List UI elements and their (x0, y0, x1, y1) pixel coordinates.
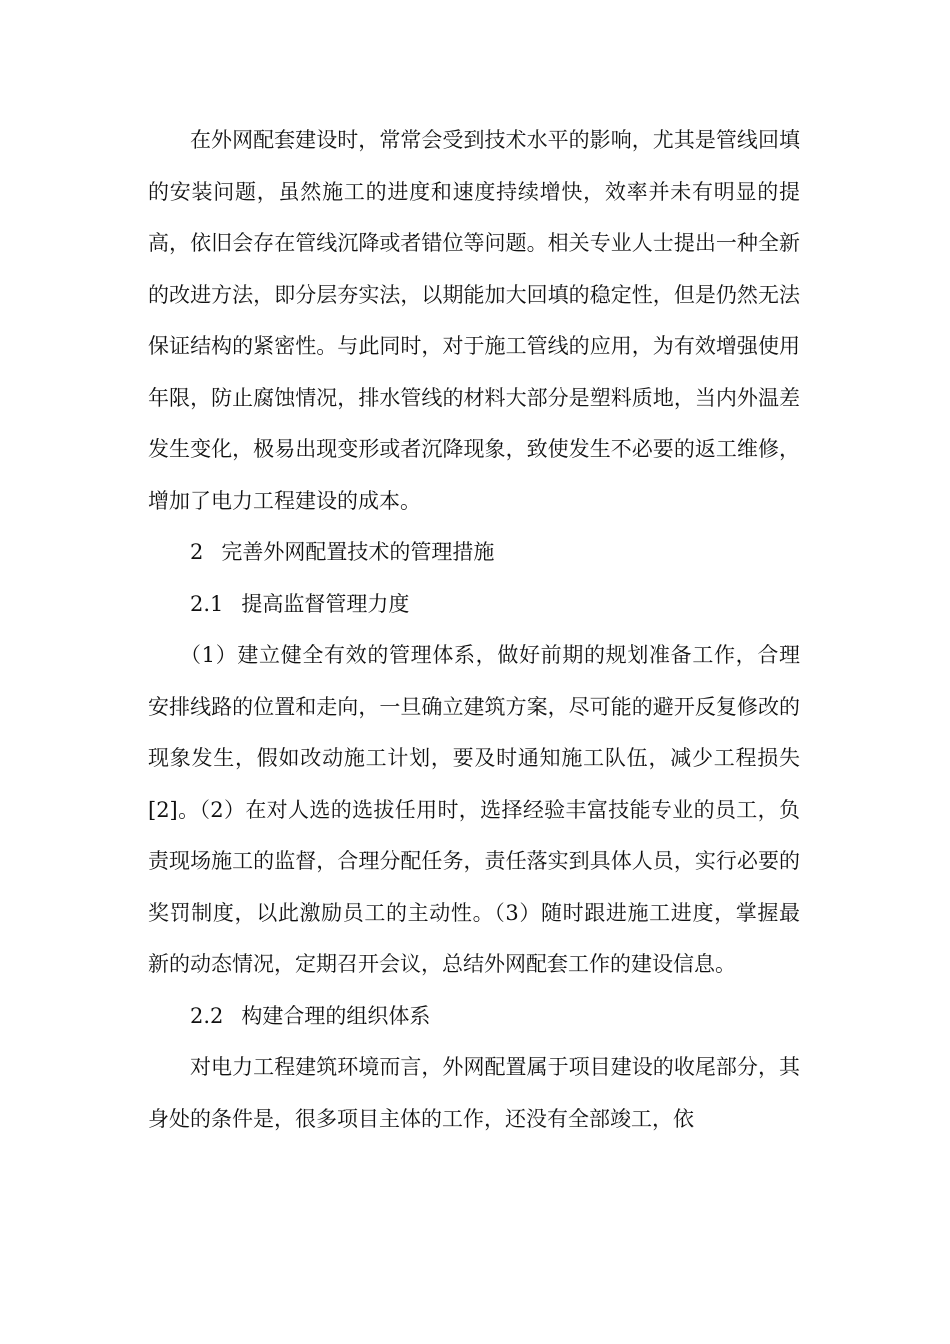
section-heading-2-1 (148, 579, 800, 631)
paragraph-pipeline-backfill: 在外网配套建设时，常常会受到技术水平的影响，尤其是管线回填的安装问题，虽然施工的进度和速度持续增快，效率并未有明显的提高，依旧会存在管线沉降或者错位等问题。相关专业人士提出一种全新的改进方法，即分层夯实法，以期能加大回填的稳定性，但是仍然无法保证结构的紧密性。与此同时，对于施工管线的应用，为有效增强使用年限，防止腐蚀情况，排水管线的材料大部分是塑料质地，当内外温差发生变化，极易出现变形或者沉降现象，致使发生不必要的返工维修，增加了电力工程建设的成本。 (148, 128, 800, 513)
section-number: 2.2 (190, 1003, 224, 1028)
section-heading-2-2 (148, 991, 800, 1043)
section-title: 构建合理的组织体系 (241, 1003, 431, 1028)
paragraph-supervision-measures: （1）建立健全有效的管理体系，做好前期的规划准备工作，合理安排线路的位置和走向，一旦确立建筑方案，尽可能的避开反复修改的现象发生，假如改动施工计划，要及时通知施工队伍，减少工程损失[2]。（2）在对人选的选拔任用时，选择经验丰富技能专业的员工，负责现场施工的监督，合理分配任务，责任落实到具体人员，实行必要的奖罚制度，以此激励员工的主动性。（3）随时跟进施工进度，掌握最新的动态情况，定期召开会议，总结外网配套工作的建设信息。 (148, 643, 800, 976)
section-number: 2 (190, 540, 204, 564)
section-title: 提高监督管理力度 (241, 591, 410, 616)
section-number: 2.1 (190, 591, 224, 616)
section-title: 完善外网配置技术的管理措施 (221, 540, 495, 564)
document-body (148, 115, 800, 1145)
section-heading-2 (148, 527, 800, 579)
paragraph-organization-system: 对电力工程建筑环境而言，外网配置属于项目建设的收尾部分，其身处的条件是，很多项目主体的工作，还没有全部竣工，依 (148, 1055, 800, 1131)
